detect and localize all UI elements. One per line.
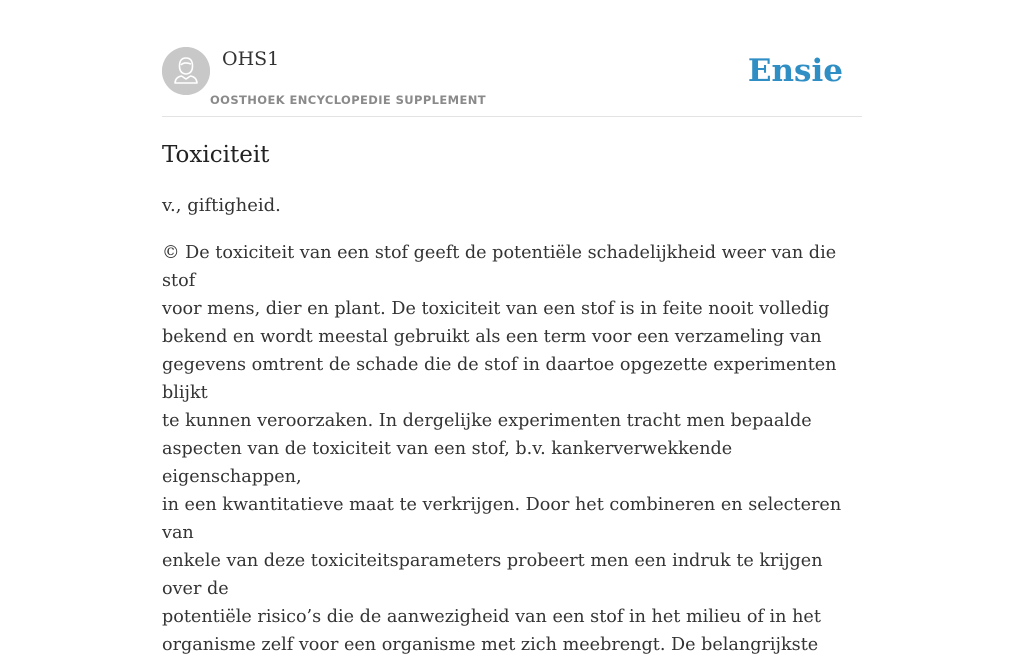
body-line: voor mens, dier en plant. De toxiciteit van een stof is in feite nooit volledig [162,299,830,319]
body-line: gegevens omtrent de schade die de stof in daartoe opgezette experimenten blijkt [162,355,837,403]
body-line: in een kwantitatieve maat te verkrijgen. Door het combineren en selecteren van [162,495,842,543]
username[interactable]: OHS1 [222,48,280,70]
entry-body [162,239,862,659]
ensie-logo[interactable]: Ensie [747,53,843,89]
body-line: potentiële risico’s die de aanwezigheid van een stof in het milieu of in het [162,607,821,627]
body-line: te kunnen veroorzaken. In dergelijke experimenten tracht men bepaalde [162,411,812,431]
user-icon [162,47,210,95]
page-title: Toxiciteit [162,142,270,168]
entry-subtitle: v., giftigheid. [162,195,281,216]
body-line: © De toxiciteit van een stof geeft de potentiële schadelijkheid weer van die stof [162,243,837,291]
entry-header [162,46,862,117]
source-label[interactable]: OOSTHOEK ENCYCLOPEDIE SUPPLEMENT [210,93,487,107]
body-line: enkele van deze toxiciteitsparameters probeert men een indruk te krijgen over de [162,551,823,599]
body-line: organisme zelf voor een organisme met zich meebrengt. De belangrijkste [162,635,819,655]
body-line: bekend en wordt meestal gebruikt als een term voor een verzameling van [162,327,822,347]
avatar[interactable] [162,47,210,95]
body-line: aspecten van de toxiciteit van een stof, b.v. kankerverwekkende eigenschappen, [162,439,733,487]
